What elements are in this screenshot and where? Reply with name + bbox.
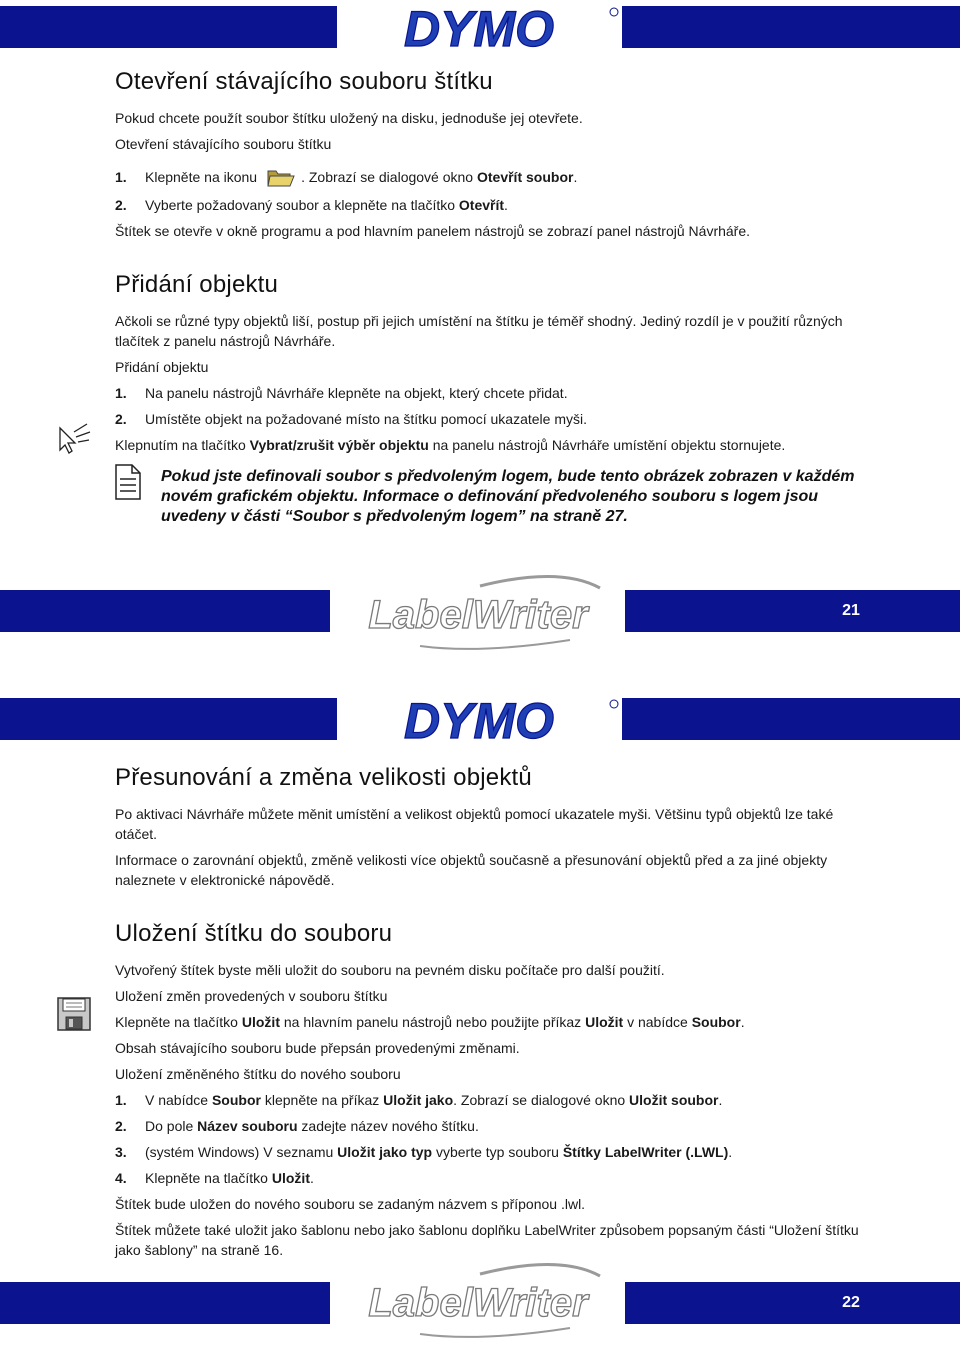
dialog-name: Otevřít soubor: [476, 169, 574, 185]
step-text: Klepněte na ikonu: [145, 169, 258, 185]
command-name: Uložit: [585, 1014, 624, 1030]
dymo-logo: [337, 0, 622, 58]
subheading: Uložení změn provedených v souboru štítku: [115, 988, 388, 1004]
punctuation: .: [309, 1170, 314, 1186]
page-22: [0, 684, 960, 1340]
text: vyberte typ souboru: [435, 1144, 559, 1160]
mouse-pointer-icon: [54, 420, 94, 461]
text: na panelu nástrojů Návrháře umístění objektu stornujete.: [432, 437, 786, 453]
button-name: Uložit: [241, 1014, 280, 1030]
field-name: Název souboru: [197, 1118, 298, 1134]
note-text: Pokud jste definovali soubor s předvoleným logem, bude tento obrázek zobrazen v každém novém grafickém objektu. Informace o definování předvoleného souboru s logem jsou uvedeny v části “Soubor s předvoleným logem” na straně 27.: [161, 468, 855, 525]
paragraph: Informace o zarovnání objektů, změně velikosti více objektů současně a přesunování objektů před a za jiné objekty naleznete v elektronické nápovědě.: [115, 852, 828, 888]
button-name: Otevřít: [458, 197, 505, 213]
list-number: 1.: [115, 1092, 127, 1108]
labelwriter-logo: [330, 1260, 625, 1340]
paragraph: [115, 435, 875, 455]
paragraph: Obsah stávajícího souboru bude přepsán provedenými změnami.: [115, 1040, 520, 1056]
punctuation: .: [504, 197, 508, 213]
text: zadejte název nového štítku.: [301, 1118, 479, 1134]
paragraph: Štítek bude uložen do nového souboru se zadaným názvem s příponou .lwl.: [115, 1196, 586, 1212]
punctuation: .: [718, 1092, 723, 1108]
step-text: . Zobrazí se dialogové okno: [301, 169, 474, 185]
menu-name: Soubor: [691, 1014, 741, 1030]
list-number: 1.: [115, 169, 127, 185]
step-text: Vyberte požadovaný soubor a klepněte na tlačítko: [145, 197, 456, 213]
button-name: Vybrat/zrušit výběr objektu: [249, 437, 429, 453]
text: . Zobrazí se dialogové okno: [453, 1092, 626, 1108]
list-item: [115, 165, 875, 189]
text: Do pole: [145, 1118, 194, 1134]
paragraph: Pokud chcete použít soubor štítku uložený na disku, jednoduše jej otevřete.: [115, 110, 583, 126]
text: na hlavním panelu nástrojů nebo použijte příkaz: [283, 1014, 582, 1030]
dymo-logo-text: DYMO: [404, 693, 554, 749]
text: v nabídce: [627, 1014, 688, 1030]
command-name: Uložit jako: [383, 1092, 454, 1108]
section-title: Přidání objektu: [115, 271, 279, 298]
list-number: 2.: [115, 1118, 127, 1134]
list-name: Uložit jako typ: [337, 1144, 433, 1160]
subheading: Uložení změněného štítku do nového souboru: [115, 1066, 401, 1082]
list-item: [115, 1168, 875, 1188]
list-item: [115, 383, 875, 403]
text: V nabídce: [145, 1092, 209, 1108]
file-type-name: Štítky LabelWriter (.LWL): [562, 1144, 729, 1160]
page-21: [0, 0, 960, 668]
punctuation: .: [728, 1144, 733, 1160]
list-item: [115, 409, 875, 429]
punctuation: .: [740, 1014, 745, 1030]
text: Klepněte na tlačítko: [145, 1170, 268, 1186]
list-item: [115, 1142, 875, 1162]
section-title: Přesunování a změna velikosti objektů: [115, 764, 532, 791]
button-name: Uložit: [271, 1170, 310, 1186]
paragraph: Po aktivaci Návrháře můžete měnit umístění a velikost objektů pomocí ukazatele myši. Většinu typů objektů lze také otáčet.: [115, 806, 834, 842]
labelwriter-logo-text: LabelWriter: [368, 1281, 588, 1325]
dymo-logo-graphic: [337, 0, 622, 58]
page-number: 22: [842, 1294, 860, 1311]
paragraph: Vytvořený štítek byste měli uložit do souboru na pevném disku počítače pro další použití.: [115, 962, 665, 978]
dymo-logo: [337, 692, 622, 750]
list-number: 2.: [115, 411, 127, 427]
section-title: Uložení štítku do souboru: [115, 920, 393, 947]
paragraph: [115, 1012, 875, 1032]
menu-name: Soubor: [211, 1092, 261, 1108]
list-number: 1.: [115, 385, 127, 401]
dymo-logo-text: DYMO: [404, 1, 554, 57]
registered-mark-icon: [610, 8, 618, 16]
dialog-name: Uložit soubor: [629, 1092, 719, 1108]
page-number: 21: [842, 602, 860, 619]
list-item: [115, 1090, 875, 1110]
subheading: Otevření stávajícího souboru štítku: [115, 136, 332, 152]
labelwriter-logo-text: LabelWriter: [368, 593, 588, 637]
paragraph: Štítek se otevře v okně programu a pod hlavním panelem nástrojů se zobrazí panel nástrojů Návrháře.: [115, 223, 751, 239]
list-item: [115, 1116, 875, 1136]
punctuation: .: [573, 169, 578, 185]
labelwriter-logo: [330, 572, 625, 652]
floppy-disk-icon[interactable]: [56, 996, 92, 1037]
list-number: 3.: [115, 1144, 127, 1160]
dymo-logo-graphic: [337, 692, 622, 750]
text: klepněte na příkaz: [264, 1092, 380, 1108]
registered-mark-icon: [610, 700, 618, 708]
paragraph: Štítek můžete také uložit jako šablonu nebo jako šablonu doplňku LabelWriter způsobem popsaným části “Uložení štítku jako šablony” na straně 16.: [115, 1222, 859, 1258]
list-number: 4.: [115, 1170, 127, 1186]
open-folder-icon[interactable]: [265, 165, 297, 189]
note-icon: [114, 463, 142, 506]
list-item: [115, 195, 875, 215]
step-text: Na panelu nástrojů Návrháře klepněte na objekt, který chcete přidat.: [145, 385, 568, 401]
text: Klepněte na tlačítko: [115, 1014, 238, 1030]
section-title: Otevření stávajícího souboru štítku: [115, 68, 493, 95]
subheading: Přidání objektu: [115, 359, 209, 375]
text: (systém Windows) V seznamu: [145, 1144, 334, 1160]
step-text: Umístěte objekt na požadované místo na štítku pomocí ukazatele myši.: [145, 411, 587, 427]
paragraph: Ačkoli se různé typy objektů liší, postup při jejich umístění na štítku je téměř shodný. Jediný rozdíl je v použití různých tlačítek z panelu nástrojů Návrháře.: [115, 313, 843, 349]
list-number: 2.: [115, 197, 127, 213]
text: Klepnutím na tlačítko: [115, 437, 246, 453]
